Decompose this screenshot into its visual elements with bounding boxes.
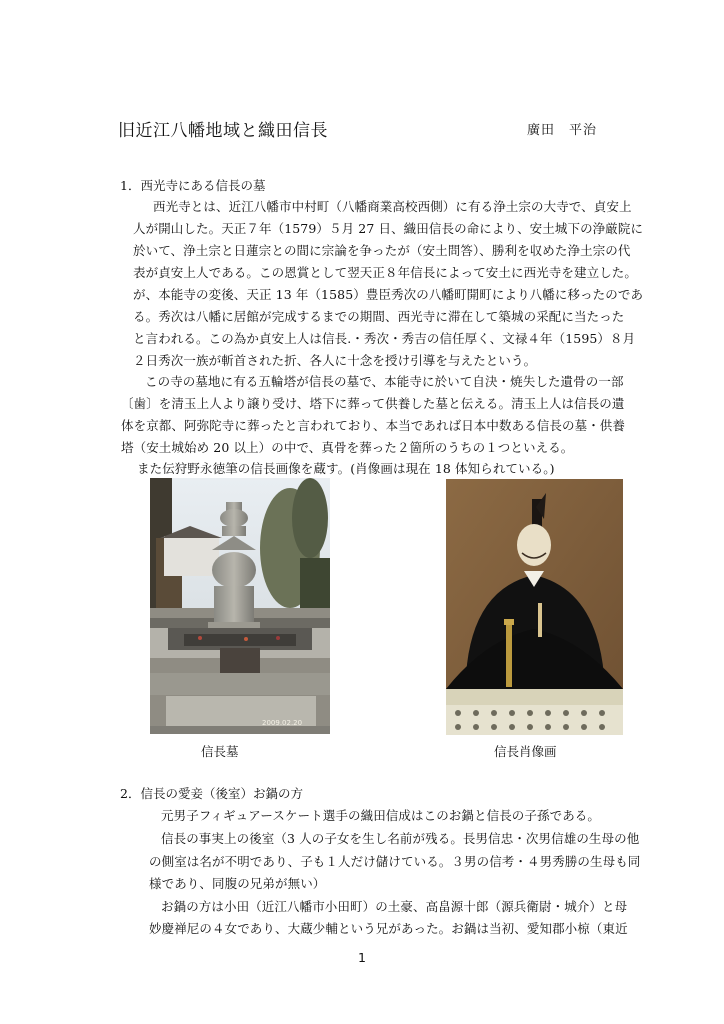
- grave-photo: [150, 478, 330, 734]
- section-1-para-1-line: と言われる。この為か貞安上人は信長.・秀次・秀吉の信任厚く、文禄４年（1595）８月: [133, 331, 636, 346]
- section-2-line: 信長の事実上の後室（3 人の子女を生し名前が残る。長男信忠・次男信雄の生母の他: [161, 831, 640, 846]
- section-1-para-3-line: また伝狩野永徳筆の信長画像を蔵す。(肖像画は現在 18 体知られている。): [137, 461, 555, 476]
- section-1-para-1-line: ２日秀次一族が斬首された折、各人に十念を授け引導を与えたという。: [133, 353, 537, 368]
- section-2-heading: 2．信長の愛妾（後室）お鍋の方: [120, 786, 303, 801]
- section-2-line: 様であり、同腹の兄弟が無い）: [149, 876, 326, 891]
- section-2-line: お鍋の方は小田（近江八幡市小田町）の土豪、高畠源十郎（源兵衛尉・城介）と母: [161, 899, 628, 914]
- portrait-caption: 信長肖像画: [494, 744, 557, 759]
- section-2-line: の側室は名が不明であり、子も１人だけ儲けている。３男の信考・４男秀勝の生母も同: [149, 854, 641, 869]
- section-1-para-1-line: 人が開山した。天正７年（1579）５月 27 日、織田信長の命により、安土城下の浄厳院に: [133, 221, 644, 236]
- section-1-para-1-line: 西光寺とは、近江八幡市中村町（八幡商業高校西側）に有る浄土宗の大寺で、貞安上: [153, 199, 632, 214]
- portrait-painting-image: [446, 479, 623, 735]
- section-2-line: 妙慶禅尼の４女であり、大蔵少輔という兄があった。お鍋は当初、愛知郡小椋（東近: [149, 921, 628, 936]
- grave-photo-caption: 信長墓: [201, 744, 239, 759]
- section-1-para-2-line: この寺の墓地に有る五輪塔が信長の墓で、本能寺に於いて自決・焼失した遺骨の一部: [145, 374, 624, 389]
- section-1-heading: 1．西光寺にある信長の墓: [120, 178, 266, 193]
- section-1-para-2-line: 〔歯〕を清玉上人より譲り受け、塔下に葬って供養した墓と伝える。清玉上人は信長の遺: [121, 396, 625, 411]
- section-1-para-1-line: る。秀次は八幡に居館が完成するまでの期間、西光寺に滞在して築城の采配に当たった: [133, 309, 625, 324]
- photo-date-stamp: 2009.02.20: [262, 719, 303, 727]
- page-number: 1: [358, 950, 366, 965]
- portrait-painting: [446, 479, 623, 735]
- author-name: 廣田 平治: [527, 123, 598, 138]
- section-1-para-2-line: 体を京都、阿弥陀寺に葬ったと言われており、本当であれば日本中数ある信長の墓・供養: [121, 418, 626, 433]
- section-1-para-2-line: 塔（安土城始め 20 以上）の中で、真骨を葬った２箇所のうちの１つといえる。: [121, 440, 574, 455]
- section-1-para-1-line: 於いて、浄土宗と日蓮宗との間に宗論を争ったが（安土問答）、勝利を収めた浄土宗の代: [133, 243, 631, 258]
- section-2-line: 元男子フィギュアースケート選手の織田信成はこのお鍋と信長の子孫である。: [161, 808, 601, 823]
- document-title: 旧近江八幡地域と織田信長: [118, 121, 328, 141]
- section-1-para-1-line: が、本能寺の変後、天正 13 年（1585）豊臣秀次の八幡町開町により八幡に移ったのであ: [133, 287, 644, 302]
- section-1-para-1-line: 表が貞安上人である。この恩賞として翌天正８年信長によって安土に西光寺を建立した。: [133, 265, 638, 280]
- grave-photo-image: [150, 478, 330, 734]
